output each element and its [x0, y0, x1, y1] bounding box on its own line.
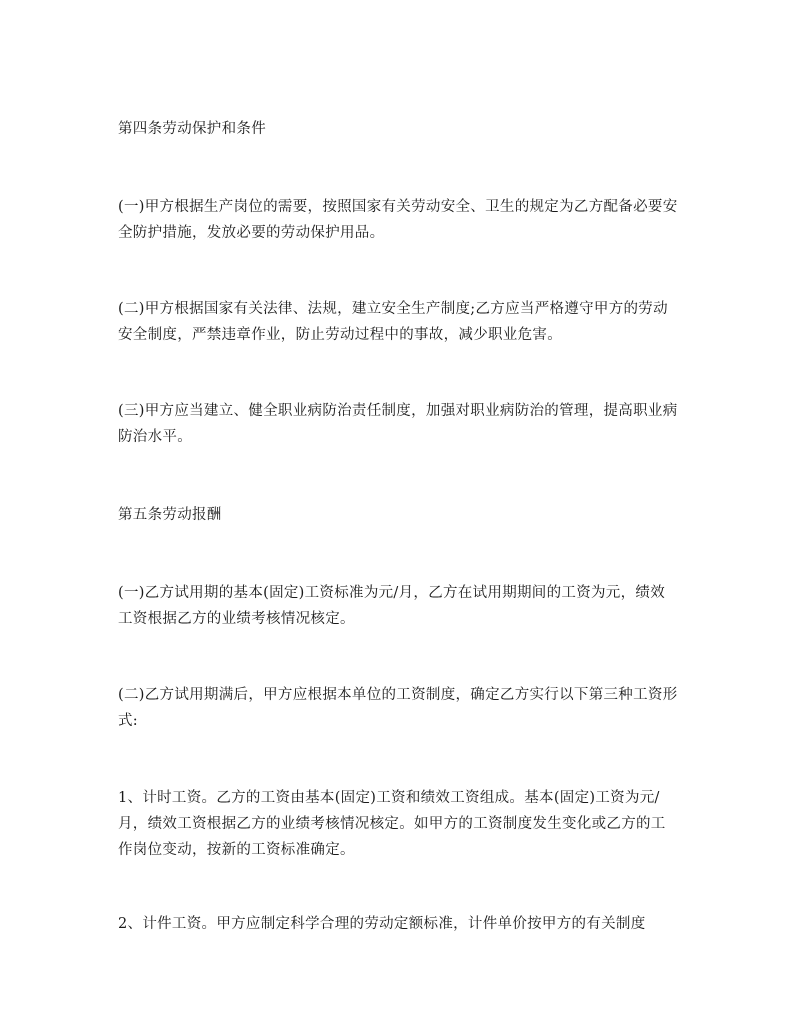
paragraph-5-2: (二)乙方试用期满后，甲方应根据本单位的工资制度，确定乙方实行以下第三种工资形式:: [118, 687, 678, 729]
paragraph-4-2: (二)甲方根据国家有关法律、法规，建立安全生产制度;乙方应当严格遵守甲方的劳动安全制度，严禁违章作业，防止劳动过程中的事故，减少职业危害。: [118, 301, 668, 343]
paragraph-4-1: (一)甲方根据生产岗位的需要，按照国家有关劳动安全、卫生的规定为乙方配备必要安全防护措施，发放必要的劳动保护用品。: [118, 199, 678, 241]
paragraph-5-2-item-2: 2、计件工资。甲方应制定科学合理的劳动定额标准，计件单价按甲方的有关制度: [118, 916, 646, 932]
paragraph-4-3: (三)甲方应当建立、健全职业病防治责任制度，加强对职业病防治的管理，提高职业病防治水平。: [118, 403, 678, 445]
paragraph-5-2-item-1: 1、计时工资。乙方的工资由基本(固定)工资和绩效工资组成。基本(固定)工资为元/月，绩效工资根据乙方的业绩考核情况核定。如甲方的工资制度发生变化或乙方的工作岗位变动，按新的工资标准确定。: [118, 790, 666, 858]
section-heading-article-5: 第五条劳动报酬: [118, 507, 222, 523]
section-heading-article-4: 第四条劳动保护和条件: [118, 121, 266, 137]
paragraph-5-1: (一)乙方试用期的基本(固定)工资标准为元/月，乙方在试用期期间的工资为元，绩效工资根据乙方的业绩考核情况核定。: [118, 585, 666, 627]
